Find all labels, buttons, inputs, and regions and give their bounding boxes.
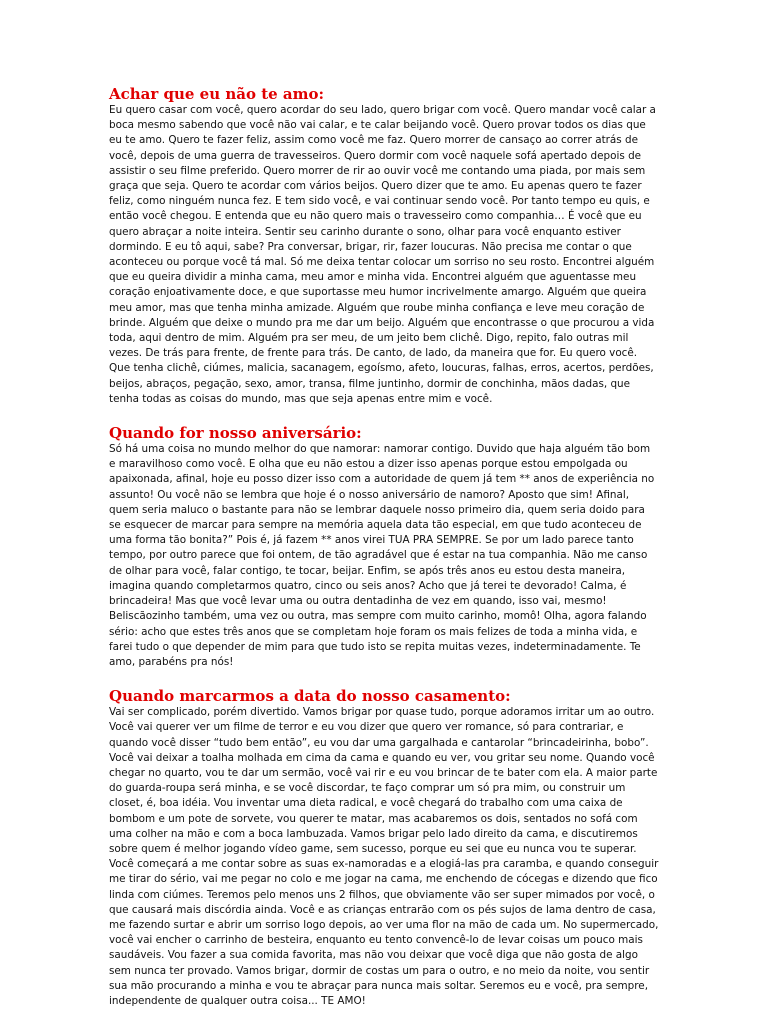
- section-body: Eu quero casar com você, quero acordar do seu lado, quero brigar com você. Quero mandar você calar a boca mesmo sabendo que você não vai calar, e te calar beijando você. Quero provar todos os dias que eu te amo. Quero te fazer feliz, assim como você me faz. Quero morrer de cansaço ao correr atrás de você, depois de uma guerra de travesseiros. Quero dormir com você naquele sofá apertado depois de assistir o seu filme preferido. Quero morrer de rir ao ouvir você me contando uma piada, por mais sem graça que seja. Quero te acordar com vários beijos. Quero dizer que te amo. Eu apenas quero te fazer feliz, como ninguém nunca fez. E tem sido você, e vai continuar sendo você. Por tanto tempo eu quis, e então você chegou. E entenda que eu não quero mais o travesseiro como companhia… É você que eu quero abraçar a noite inteira. Sentir seu carinho durante o sono, olhar para você enquanto estiver dormindo. E eu tô aqui, sabe? Pra conversar, brigar, rir, fazer loucuras. Não precisa me contar o que aconteceu ou porque você tá mal. Só me deixa tentar colocar um sorriso no seu rosto. Encontrei alguém que eu queira dividir a minha cama, meu amor e minha vida. Encontrei alguém que aguentasse meu coração enjoativamente doce, e que suportasse meu humor incrivelmente amargo. Alguém que queira meu amor, mas que tenha minha amizade. Alguém que roube minha confiança e leve meu coração de brinde. Alguém que deixe o mundo pra me dar um beijo. Alguém que encontrasse o que procurou a vida toda, aqui dentro de mim. Alguém pra ser meu, de um jeito bem clichê. Digo, repito, falo outras mil vezes. De trás para frente, de frente para trás. De canto, de lado, da maneira que for. Eu quero você. Que tenha clichê, ciúmes, malicia, sacanagem, egoísmo, afeto, loucuras, falhas, erros, acertos, perdões, beijos, abraços, pegação, sexo, amor, transa, filme juntinho, dormir de conchinha, mãos dadas, que tenha todas as coisas do mundo, mas que seja apenas entre mim e você.: [109, 104, 656, 405]
- section-title: Quando marcarmos a data do nosso casamento:: [109, 687, 511, 706]
- section-nao-te-amo: [109, 85, 659, 407]
- section-body: Vai ser complicado, porém divertido. Vamos brigar por quase tudo, porque adoramos irritar um ao outro. Você vai querer ver um filme de terror e eu vou dizer que quero ver romance, só para contrariar, e quando você disser “tudo bem então”, eu vou dar uma gargalhada e cantarolar “brincadeirinha, bobo”. Você vai deixar a toalha molhada em cima da cama e quando eu ver, vou gritar seu nome. Quando você chegar no quarto, vou te dar um sermão, você vai rir e eu vou brincar de te bater com ela. A maior parte do guarda-roupa será minha, e se você discordar, te faço comprar um só pra mim, ou construir um closet, é, boa idéia. Vou inventar uma dieta radical, e você chegará do trabalho com uma caixa de bombom e um pote de sorvete, vou querer te matar, mas acabaremos os dois, sentados no sofá com uma colher na mão e com a boca lambuzada. Vamos brigar pelo lado direito da cama, e discutiremos sobre quem é melhor jogando vídeo game, sem sucesso, porque eu sei que eu nunca vou te superar. Você começará a me contar sobre as suas ex-namoradas e a elogiá-las pra caramba, e quando conseguir me tirar do sério, vai me pegar no colo e me jogar na cama, me enchendo de cócegas e dizendo que fico linda com ciúmes. Teremos pelo menos uns 2 filhos, que obviamente vão ser super mimados por você, o que causará mais discórdia ainda. Você e as crianças entrarão com os pés sujos de lama dentro de casa, me fazendo surtar e abrir um sorriso logo depois, ao ver uma flor na mão de cada um. No supermercado, você vai encher o carrinho de besteira, enquanto eu tento convencê-lo de levar coisas um pouco mais saudáveis. Vou fazer a sua comida favorita, mas não vou deixar que você diga que não gosta de algo sem nunca ter provado. Vamos brigar, dormir de costas um para o outro, e no meio da noite, vou sentir sua mão procurando a minha e vou te abraçar para nunca mais soltar. Seremos eu e você, pra sempre, independente de qualquer outra coisa... TE AMO!: [109, 706, 659, 1007]
- section-title: Achar que eu não te amo:: [109, 85, 325, 103]
- document-page: [109, 85, 659, 1009]
- section-title: Quando for nosso aniversário:: [109, 424, 362, 443]
- section-aniversario: [109, 424, 659, 670]
- section-casamento: [109, 687, 659, 1009]
- section-body: Só há uma coisa no mundo melhor do que namorar: namorar contigo. Duvido que haja alguém tão bom e maravilhoso como você. E olha que eu não estou a dizer isso apenas porque estou empolgada ou apaixonada, afinal, hoje eu posso dizer isso com a autoridade de quem já tem ** anos de experiência no assunto! Ou você não se lembra que hoje é o nosso aniversário de namoro? Aposto que sim! Afinal, quem seria maluco o bastante para não se lembrar daquele nosso primeiro dia, quem seria doido para se esquecer de marcar para sempre na memória aquela data tão especial, em que tudo aconteceu de uma forma tão bonita?” Pois é, já fazem ** anos virei TUA PRA SEMPRE. Se por um lado parece tanto tempo, por outro parece que foi ontem, de tão agradável que é estar na tua companhia. Não me canso de olhar para você, falar contigo, te tocar, beijar. Enfim, se após três anos eu estou desta maneira, imagina quando completarmos quatro, cinco ou seis anos? Acho que já terei te devorado! Calma, é brincadeira! Mas que você levar uma ou outra dentadinha de vez em quando, isso vai, mesmo! Beliscãozinho também, uma vez ou outra, mas sempre com muito carinho, momô! Olha, agora falando sério: acho que estes três anos que se completam hoje foram os mais felizes de toda a minha vida, e farei tudo o que depender de mim para que tudo isto se repita muitas vezes, indeterminadamente. Te amo, parabéns pra nós!: [109, 443, 655, 668]
